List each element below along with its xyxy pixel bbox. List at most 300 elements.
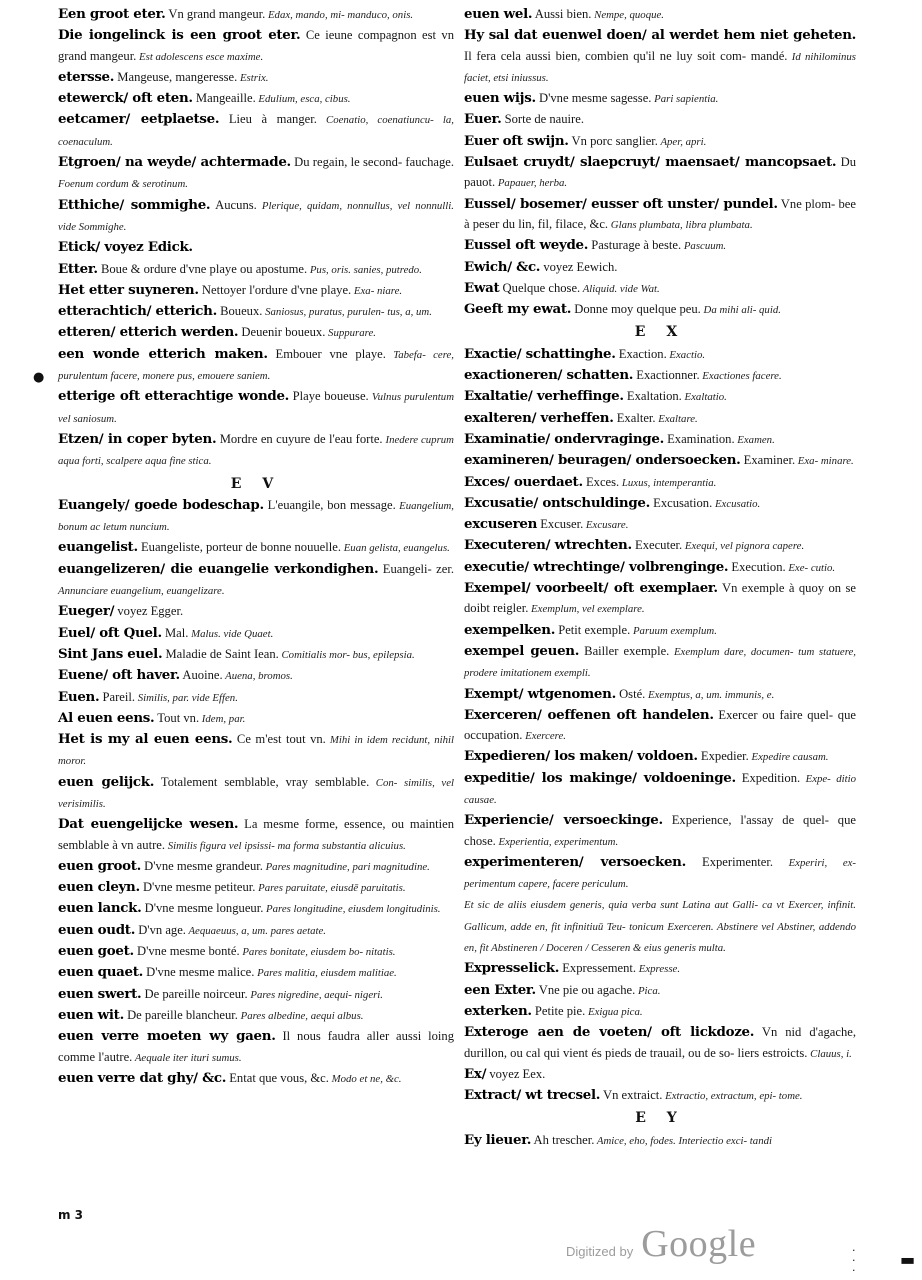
dictionary-entry bbox=[464, 705, 856, 747]
french-gloss: Ce m'est tout vn. bbox=[232, 732, 326, 747]
right-column bbox=[464, 4, 856, 1151]
latin-gloss: Mihi in idem recidunt, nihil moror. bbox=[58, 734, 454, 768]
french-gloss: Petite pie. bbox=[531, 1003, 586, 1018]
french-gloss: Excusation. bbox=[649, 495, 713, 510]
dictionary-entry bbox=[464, 768, 856, 811]
headword: exalteren/ verheffen. bbox=[464, 409, 614, 426]
headword: Exerceren/ oeffenen oft handelen. bbox=[464, 706, 714, 723]
latin-gloss: Exemplum dare, documen- tum statuere, prodere imitationem exempli. bbox=[464, 645, 856, 680]
dictionary-entry bbox=[58, 259, 454, 280]
latin-gloss: Foenum cordum & serotinum. bbox=[58, 178, 188, 191]
french-gloss: Aussi bien. bbox=[532, 7, 592, 21]
latin-gloss: Exaltare. bbox=[655, 412, 698, 425]
latin-gloss: Exe- cutio. bbox=[785, 561, 836, 574]
latin-gloss: Da mihi ali- quid. bbox=[700, 304, 781, 317]
dictionary-entry bbox=[58, 4, 454, 25]
latin-gloss: Similis figura vel ipsissi- ma forma substantia alicuius. bbox=[165, 839, 406, 852]
french-gloss: Lieu à manger. bbox=[219, 112, 317, 127]
french-gloss: Examiner. bbox=[740, 453, 796, 468]
french-gloss: Vne pie ou agache. bbox=[535, 982, 636, 997]
french-gloss: Nettoyer l'ordure d'vne playe. bbox=[198, 282, 352, 297]
french-gloss: Exactionner. bbox=[633, 368, 700, 383]
latin-gloss: Aliquid. vide Wat. bbox=[580, 282, 660, 295]
french-gloss: Execution. bbox=[728, 559, 786, 574]
headword: excuseren bbox=[464, 516, 538, 533]
latin-gloss: Pica. bbox=[635, 984, 661, 997]
dictionary-entry bbox=[464, 131, 856, 152]
headword: euen goet. bbox=[58, 943, 134, 960]
french-gloss: Maladie de Saint Iean. bbox=[162, 646, 279, 661]
french-gloss: D'vne mesme sagesse. bbox=[535, 91, 652, 106]
headword: etewerck/ oft eten. bbox=[58, 90, 193, 107]
latin-gloss: Estrix. bbox=[237, 71, 269, 84]
latin-gloss: Extractio, extractum, epi- tome. bbox=[662, 1090, 803, 1103]
latin-gloss: Id nihilominus faciet, etsi iniussus. bbox=[464, 50, 856, 84]
latin-gloss: Exequi, vel pignora capere. bbox=[682, 540, 805, 553]
dictionary-entry bbox=[58, 344, 454, 387]
dictionary-entry bbox=[58, 644, 454, 665]
dictionary-entry bbox=[464, 535, 856, 556]
latin-gloss: Malus. vide Quaet. bbox=[188, 627, 274, 640]
french-gloss: D'vn age. bbox=[135, 922, 186, 937]
french-gloss: Pasturage à beste. bbox=[588, 238, 682, 253]
french-gloss: La mesme forme, essence, ou maintien semblable à vn autre. bbox=[58, 817, 454, 852]
dictionary-entry bbox=[464, 408, 856, 429]
latin-gloss: Expedire causam. bbox=[748, 751, 829, 764]
dictionary-entry bbox=[464, 810, 856, 852]
dictionary-entry bbox=[464, 257, 856, 278]
french-gloss: Petit exemple. bbox=[555, 622, 631, 637]
headword: experimenteren/ versoecken. bbox=[464, 853, 686, 870]
headword: Etick/ voyez Edick. bbox=[58, 239, 193, 256]
dictionary-entry bbox=[464, 109, 856, 130]
latin-gloss: Luxus, intemperantia. bbox=[619, 476, 717, 489]
headword: Exaltatie/ verheffinge. bbox=[464, 388, 624, 405]
french-gloss: Boue & ordure d'vne playe ou apostume. bbox=[97, 261, 308, 276]
headword: Ex/ bbox=[464, 1065, 487, 1082]
latin-gloss: Excusare. bbox=[583, 519, 629, 532]
latin-gloss: Annunciare euangelium, euangelizare. bbox=[58, 585, 225, 598]
french-gloss: Vn exemple à quoy on se doibt reigler. bbox=[464, 581, 856, 616]
french-gloss: Tout vn. bbox=[154, 710, 200, 725]
headword: euen groot. bbox=[58, 857, 142, 874]
headword: examineren/ beuragen/ ondersoecken. bbox=[464, 452, 741, 469]
latin-gloss: Pares nigredine, aequi- nigeri. bbox=[247, 988, 384, 1001]
headword: Euel/ oft Quel. bbox=[58, 624, 162, 641]
dictionary-entry bbox=[464, 429, 856, 450]
french-gloss: Vne plom- bee à peser du lin, fil, filace, &c. bbox=[464, 196, 856, 231]
dictionary-entry bbox=[58, 1026, 454, 1068]
dictionary-entry bbox=[464, 344, 856, 365]
dictionary-entry bbox=[464, 1130, 856, 1151]
french-gloss: Donne moy quelque peu. bbox=[571, 302, 701, 317]
latin-gloss: Examen. bbox=[734, 433, 775, 446]
dictionary-entry bbox=[464, 450, 856, 471]
dictionary-entry bbox=[58, 67, 454, 88]
dictionary-entry bbox=[464, 958, 856, 979]
french-gloss: Expedition. bbox=[735, 770, 801, 785]
latin-gloss: Euangelium, bonum ac letum nuncium. bbox=[58, 499, 455, 534]
dictionary-entry bbox=[464, 514, 856, 535]
french-gloss: Vn porc sanglier. bbox=[568, 133, 658, 148]
french-gloss: Sorte de nauire. bbox=[501, 112, 584, 127]
headword: executie/ wtrechtinge/ volbrenginge. bbox=[464, 558, 729, 575]
latin-gloss: Pares albedine, aequi albus. bbox=[237, 1009, 364, 1022]
dictionary-entry bbox=[464, 557, 856, 578]
headword: Eussel oft weyde. bbox=[464, 237, 589, 254]
french-gloss: Entat que vous, &c. bbox=[226, 1070, 329, 1085]
headword: Etthiche/ sommighe. bbox=[58, 196, 211, 213]
dictionary-entry bbox=[58, 898, 454, 919]
latin-gloss: Similis, par. vide Effen. bbox=[135, 691, 238, 704]
latin-gloss: Suppurare. bbox=[325, 327, 376, 340]
headword: Al euen eens. bbox=[58, 709, 155, 726]
dictionary-entry bbox=[464, 25, 856, 88]
latin-gloss: Pares bonitate, eiusdem bo- nitatis. bbox=[239, 946, 396, 959]
latin-gloss: Pari sapientia. bbox=[651, 93, 719, 106]
catchword: m 3 bbox=[58, 1208, 84, 1222]
latin-gloss: Con- similis, vel verisimilis. bbox=[58, 776, 454, 810]
dictionary-entry bbox=[464, 386, 856, 407]
headword: Euene/ oft haver. bbox=[58, 667, 180, 684]
french-gloss: L'euangile, bon message. bbox=[263, 497, 396, 512]
dictionary-entry bbox=[58, 237, 454, 258]
french-gloss: voyez Eex. bbox=[486, 1066, 546, 1081]
headword: Die iongelinck is een groot eter. bbox=[58, 27, 301, 44]
headword: Ey lieuer. bbox=[464, 1131, 532, 1148]
watermark-prefix: Digitized by bbox=[566, 1244, 634, 1259]
dictionary-entry bbox=[58, 152, 454, 195]
google-watermark bbox=[566, 1222, 756, 1266]
headword: Exempel/ voorbeelt/ oft exemplaer. bbox=[464, 580, 718, 597]
dictionary-entry bbox=[58, 920, 454, 941]
french-gloss: Osté. bbox=[615, 686, 646, 701]
french-gloss: Pareil. bbox=[99, 689, 136, 704]
latin-gloss: Excusatio. bbox=[712, 497, 761, 510]
latin-gloss: Exa- minare. bbox=[795, 455, 854, 468]
latin-gloss: Expe- ditio causae. bbox=[464, 772, 856, 806]
dictionary-entry bbox=[58, 941, 454, 962]
latin-gloss: Edulium, esca, cibus. bbox=[255, 93, 351, 106]
french-gloss: Expressement. bbox=[559, 961, 637, 976]
dictionary-entry bbox=[58, 537, 454, 558]
latin-gloss: Paruum exemplum. bbox=[630, 624, 717, 637]
latin-gloss: Exercere. bbox=[522, 730, 566, 743]
headword: Etter. bbox=[58, 260, 98, 277]
dictionary-entry bbox=[464, 894, 856, 958]
headword: Ewich/ &c. bbox=[464, 258, 541, 275]
latin-gloss: Pascuum. bbox=[681, 240, 727, 253]
french-gloss: Aucuns. bbox=[210, 197, 257, 212]
headword: Euen. bbox=[58, 688, 100, 705]
headword: Eulsaet cruydt/ slaepcruyt/ maensaet/ mancopsaet. bbox=[464, 154, 837, 171]
french-gloss: Mordre en cuyure de l'eau forte. bbox=[216, 431, 383, 446]
dictionary-entry bbox=[58, 729, 454, 772]
headword: Euer. bbox=[464, 111, 502, 128]
latin-gloss: Nempe, quoque. bbox=[591, 9, 664, 21]
dictionary-entry bbox=[58, 665, 454, 686]
dots-mark-icon: · · · bbox=[852, 1244, 856, 1277]
latin-gloss: Euan gelista, euangelus. bbox=[341, 542, 450, 555]
headword: Exteroge aen de voeten/ oft lickdoze. bbox=[464, 1024, 755, 1041]
french-gloss: Exces. bbox=[582, 474, 620, 489]
dictionary-entry bbox=[58, 708, 454, 729]
french-gloss: Mangeuse, mangeresse. bbox=[114, 69, 238, 84]
french-gloss: Du regain, le second- fauchage. bbox=[290, 155, 454, 170]
dictionary-entry bbox=[464, 299, 856, 320]
headword: Examinatie/ ondervraginge. bbox=[464, 430, 664, 447]
headword: Experiencie/ versoeckinge. bbox=[464, 812, 663, 829]
dictionary-entry bbox=[464, 1064, 856, 1085]
dictionary-entry bbox=[58, 814, 454, 856]
headword: Dat euengelijcke wesen. bbox=[58, 816, 239, 833]
headword: Eussel/ bosemer/ eusser oft unster/ pundel. bbox=[464, 195, 778, 212]
headword: Een groot eter. bbox=[58, 6, 166, 22]
french-gloss: Executer. bbox=[631, 538, 683, 553]
headword: euen verre moeten wy gaen. bbox=[58, 1028, 276, 1045]
dictionary-entry bbox=[464, 1022, 856, 1064]
french-gloss: Experimenter. bbox=[685, 854, 773, 869]
french-gloss: Deuenir boueux. bbox=[238, 325, 326, 340]
latin-gloss: Exactio. bbox=[666, 348, 706, 361]
headword: etterige oft etterachtige wonde. bbox=[58, 388, 290, 405]
french-gloss: Exaltation. bbox=[623, 389, 682, 404]
dictionary-entry bbox=[464, 472, 856, 493]
headword: Euangely/ goede bodeschap. bbox=[58, 496, 264, 513]
dictionary-entry bbox=[58, 601, 454, 622]
left-column bbox=[58, 4, 454, 1089]
dictionary-entry bbox=[58, 88, 454, 109]
headword: euen wijs. bbox=[464, 90, 536, 107]
headword: Executeren/ wtrechten. bbox=[464, 537, 632, 554]
headword: Eueger/ bbox=[58, 603, 115, 620]
dictionary-entry bbox=[58, 856, 454, 877]
dictionary-entry bbox=[464, 4, 856, 25]
french-gloss: Il fera cela aussi bien, combien qu'il ne luy soit com- mandé. bbox=[464, 48, 788, 63]
latin-gloss: Tabefa- cere, purulentum facere, monere pus, emouere saniem. bbox=[58, 348, 454, 383]
latin-gloss: Experientia, experimentum. bbox=[495, 835, 619, 848]
french-gloss: Quelque chose. bbox=[499, 280, 581, 295]
latin-gloss: Pares malitia, eiusdem malitiae. bbox=[254, 967, 397, 980]
headword: Sint Jans euel. bbox=[58, 645, 163, 662]
headword: een Exter. bbox=[464, 981, 536, 998]
latin-gloss: Pares paruitate, eiusdē paruitatis. bbox=[255, 882, 406, 895]
french-gloss: Ce ieune compagnon est vn grand mangeur. bbox=[58, 28, 454, 63]
french-gloss: D'vne mesme petiteur. bbox=[139, 880, 256, 895]
dictionary-entry bbox=[464, 152, 856, 194]
headword: euen verre dat ghy/ &c. bbox=[58, 1069, 227, 1086]
french-gloss: Vn grand mangeur. bbox=[165, 7, 266, 21]
french-gloss: Mangeaille. bbox=[192, 91, 256, 106]
latin-gloss: Comitialis mor- bus, epilepsia. bbox=[278, 648, 415, 661]
latin-gloss: Glans plumbata, libra plumbata. bbox=[608, 218, 753, 231]
french-gloss: Experience, l'assay de quel- que chose. bbox=[464, 813, 856, 848]
french-gloss: D'vne mesme malice. bbox=[143, 965, 255, 980]
french-gloss: Expedier. bbox=[697, 749, 749, 764]
french-gloss: Exalter. bbox=[613, 410, 656, 425]
headword: etersse. bbox=[58, 68, 115, 85]
french-gloss: D'vne mesme grandeur. bbox=[141, 858, 263, 873]
headword: expeditie/ los makinge/ voldoeninge. bbox=[464, 769, 736, 786]
dictionary-entry bbox=[58, 495, 454, 538]
dictionary-entry bbox=[58, 195, 454, 238]
headword: een wonde etterich maken. bbox=[58, 345, 268, 362]
latin-gloss: Exa- niare. bbox=[351, 284, 403, 297]
latin-gloss: Experiri, ex- perimentum capere, facere periculum. bbox=[464, 856, 856, 891]
latin-gloss: Pares magnitudine, pari magnitudine. bbox=[262, 860, 430, 873]
french-gloss: Bailler exemple. bbox=[579, 643, 670, 658]
latin-gloss: Saniosus, puratus, purulen- tus, a, um. bbox=[262, 306, 432, 319]
french-gloss: Totalement semblable, vray semblable. bbox=[154, 774, 370, 789]
french-gloss: Boueux. bbox=[216, 304, 263, 319]
latin-gloss: Idem, par. bbox=[199, 712, 246, 725]
margin-mark-icon: ● bbox=[33, 370, 45, 385]
dictionary-entry bbox=[464, 746, 856, 767]
dictionary-entry bbox=[58, 386, 454, 429]
headword: Excusatie/ ontschuldinge. bbox=[464, 494, 650, 511]
dictionary-entry bbox=[58, 280, 454, 301]
headword: euen swert. bbox=[58, 985, 142, 1002]
headword: Extract/ wt trecsel. bbox=[464, 1087, 601, 1104]
french-gloss: Vn extraict. bbox=[600, 1088, 663, 1103]
headword: Hy sal dat euenwel doen/ al werdet hem niet geheten. bbox=[464, 27, 856, 44]
headword: euen lanck. bbox=[58, 900, 142, 917]
section-heading: E V bbox=[230, 475, 282, 492]
headword: exterken. bbox=[464, 1002, 532, 1019]
french-gloss: De pareille noirceur. bbox=[141, 986, 248, 1001]
headword: euen oudt. bbox=[58, 921, 136, 938]
french-gloss: Ah trescher. bbox=[531, 1132, 595, 1147]
dictionary-entry bbox=[464, 852, 856, 895]
dictionary-entry bbox=[464, 493, 856, 514]
latin-gloss: Exaltatio. bbox=[681, 391, 727, 404]
dictionary-entry bbox=[464, 641, 856, 684]
headword: Expresselick. bbox=[464, 960, 560, 977]
dictionary-entry bbox=[464, 980, 856, 1001]
headword: euen gelijck. bbox=[58, 773, 155, 790]
french-gloss: Embouer vne playe. bbox=[267, 346, 386, 361]
headword: Expedieren/ los maken/ voldoen. bbox=[464, 748, 698, 765]
dictionary-entry bbox=[58, 623, 454, 644]
french-gloss: Euangeliste, porteur de bonne nouuelle. bbox=[137, 540, 341, 555]
dictionary-entry bbox=[464, 578, 856, 620]
headword: euangelizeren/ die euangelie verkondighen. bbox=[58, 560, 379, 577]
dictionary-entry bbox=[58, 559, 454, 602]
latin-gloss: Auena, bromos. bbox=[222, 670, 293, 683]
latin-gloss: Inedere cuprum aqua forti, scalpere aqua fine stica. bbox=[58, 433, 454, 468]
corner-mark-icon: ▬ bbox=[900, 1250, 916, 1269]
dictionary-entry bbox=[58, 429, 454, 472]
section-heading: E X bbox=[634, 324, 686, 341]
dictionary-entry bbox=[58, 1068, 454, 1089]
headword: exactioneren/ schatten. bbox=[464, 367, 634, 384]
latin-gloss: Plerique, quidam, nonnullus, vel nonnulli. vide Sommighe. bbox=[58, 199, 455, 233]
headword: Het etter suyneren. bbox=[58, 281, 199, 298]
latin-gloss: Aper, apri. bbox=[657, 135, 707, 148]
dictionary-entry bbox=[58, 301, 454, 322]
dictionary-entry bbox=[464, 365, 856, 386]
headword: exempel geuen. bbox=[464, 642, 580, 659]
dictionary-entry bbox=[58, 772, 454, 815]
dictionary-entry bbox=[58, 984, 454, 1005]
latin-gloss: Expresse. bbox=[636, 963, 681, 976]
latin-gloss: Coenatio, coenatiuncu- la, coenaculum. bbox=[58, 114, 454, 148]
dictionary-entry bbox=[58, 687, 454, 708]
headword: euangelist. bbox=[58, 539, 138, 556]
french-gloss: Exaction. bbox=[615, 346, 667, 361]
french-gloss: Du pauot. bbox=[464, 155, 856, 190]
headword: euen wel. bbox=[464, 6, 533, 22]
dictionary-entry bbox=[58, 1005, 454, 1026]
dictionary-entry bbox=[464, 194, 856, 236]
headword: Het is my al euen eens. bbox=[58, 731, 233, 748]
dictionary-entry bbox=[464, 235, 856, 256]
dictionary-entry bbox=[464, 1085, 856, 1106]
headword: euen quaet. bbox=[58, 964, 144, 981]
dictionary-entry bbox=[464, 1001, 856, 1022]
headword: Ewat bbox=[464, 279, 500, 296]
headword: Etzen/ in coper byten. bbox=[58, 430, 217, 447]
dictionary-entry bbox=[58, 109, 454, 152]
french-gloss: Vn nid d'agache, durillon, ou cal qui vient és pieds de trauail, ou de so- liers estroicts. bbox=[464, 1025, 856, 1060]
latin-gloss: Clauus, i. bbox=[807, 1047, 852, 1060]
headword: Exactie/ schattinghe. bbox=[464, 345, 616, 362]
latin-gloss: Pus, oris. sanies, putredo. bbox=[307, 263, 422, 276]
french-gloss: D'vne mesme bonté. bbox=[133, 944, 240, 959]
latin-gloss: Modo et ne, &c. bbox=[328, 1072, 402, 1085]
latin-gloss: Pares longitudine, eiusdem longitudinis. bbox=[263, 903, 441, 916]
dictionary-entry bbox=[58, 322, 454, 343]
french-gloss: Playe boueuse. bbox=[289, 389, 369, 404]
french-gloss: Auoine. bbox=[179, 668, 223, 683]
headword: etteren/ etterich werden. bbox=[58, 324, 239, 341]
french-gloss: Euangeli- zer. bbox=[378, 561, 455, 576]
latin-gloss: Amice, eho, fodes. Interiectio exci- tandi bbox=[594, 1134, 772, 1147]
headword: Etgroen/ na weyde/ achtermade. bbox=[58, 154, 291, 171]
latin-gloss: Exactiones facere. bbox=[699, 370, 782, 383]
dictionary-entry bbox=[464, 278, 856, 299]
dictionary-entry bbox=[464, 620, 856, 641]
headword: etterachtich/ etterich. bbox=[58, 303, 217, 320]
french-gloss: voyez Eewich. bbox=[540, 259, 618, 274]
french-gloss: Il nous faudra aller aussi loing comme l'autre. bbox=[58, 1029, 454, 1064]
french-gloss: D'vne mesme longueur. bbox=[141, 901, 264, 916]
headword: Exces/ ouerdaet. bbox=[464, 473, 583, 490]
dictionary-entry bbox=[464, 88, 856, 109]
latin-gloss: Et sic de aliis eiusdem generis, quia verba sunt Latina aut Galli- ca vt Exercer, infinit. Gallicum, adde en, fit infinitiuū Teu- tonicum Exerceren. Abstinere vel Abstiner, addendo en, fit Abstineren / Doceren / Cesseren & eius generis multa. bbox=[464, 899, 856, 955]
latin-gloss: Aequale iter ituri sumus. bbox=[132, 1051, 242, 1064]
latin-gloss: Aequaeuus, a, um. pares aetate. bbox=[185, 924, 326, 937]
headword: euen wit. bbox=[58, 1006, 124, 1023]
headword: Exempt/ wtgenomen. bbox=[464, 685, 616, 702]
headword: euen cleyn. bbox=[58, 879, 140, 896]
latin-gloss: Est adolescens esce maxime. bbox=[136, 50, 264, 63]
headword: exempelken. bbox=[464, 621, 556, 638]
headword: Geeft my ewat. bbox=[464, 301, 572, 318]
dictionary-entry bbox=[58, 962, 454, 983]
latin-gloss: Papauer, herba. bbox=[495, 177, 568, 190]
dictionary-entry bbox=[464, 684, 856, 705]
latin-gloss: Exemplum, vel exemplare. bbox=[528, 603, 645, 616]
latin-gloss: Exemptus, a, um. immunis, e. bbox=[645, 688, 775, 701]
french-gloss: voyez Egger. bbox=[114, 604, 184, 619]
french-gloss: Exercer ou faire quel- que occupation. bbox=[464, 707, 856, 743]
latin-gloss: Vulnus purulentum vel saniosum. bbox=[58, 391, 455, 425]
section-heading: E Y bbox=[635, 1110, 685, 1127]
google-logo: Google bbox=[641, 1223, 757, 1265]
headword: Euer oft swijn. bbox=[464, 132, 569, 149]
french-gloss: Excuser. bbox=[537, 517, 584, 532]
